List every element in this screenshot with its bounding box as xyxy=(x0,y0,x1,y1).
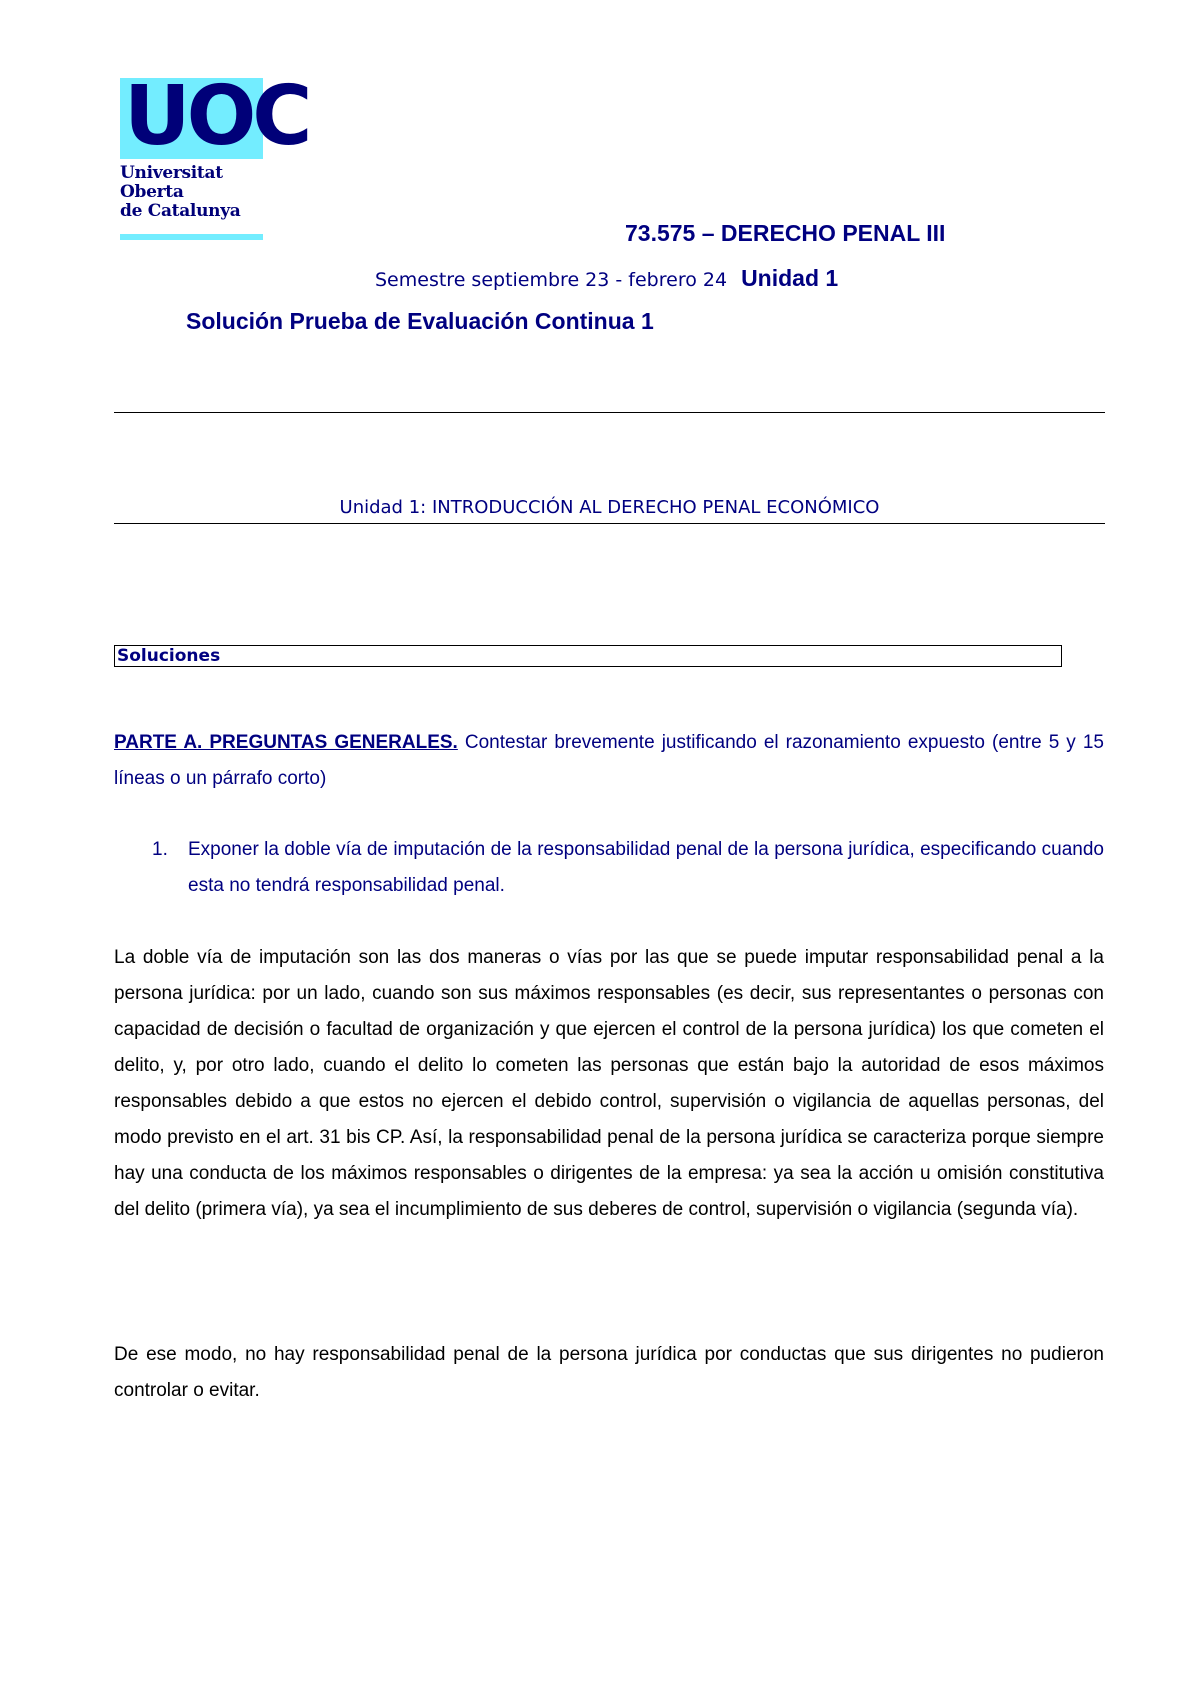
solutions-section-box xyxy=(114,645,1062,667)
question-text: Exponer la doble vía de imputación de la responsabilidad penal de la persona jurídica, especificando cuando esta no tendrá responsabilidad penal. xyxy=(188,839,1104,896)
divider-top xyxy=(114,412,1105,413)
semester-line xyxy=(375,265,838,292)
logo-mark-box xyxy=(120,69,309,164)
logo-underline xyxy=(120,234,263,240)
parte-a-instructions xyxy=(114,725,1104,797)
unit-label: Unidad 1 xyxy=(741,265,839,291)
unit-heading: Unidad 1: INTRODUCCIÓN AL DERECHO PENAL ECONÓMICO xyxy=(339,497,880,518)
semester-text: Semestre septiembre 23 - febrero 24 xyxy=(375,269,728,291)
logo-mark: UOC xyxy=(124,69,309,164)
logo-name xyxy=(120,164,280,221)
course-title: 73.575 – DERECHO PENAL III xyxy=(625,220,946,246)
answer-paragraph-2: De ese modo, no hay responsabilidad penal de la persona jurídica por conductas que sus dirigentes no pudieron controlar o evitar. xyxy=(114,1344,1104,1401)
logo-name-line: de Catalunya xyxy=(120,201,241,221)
answer-paragraph-1: La doble vía de imputación son las dos maneras o vías por las que se puede imputar responsabilidad penal a la persona jurídica: por un lado, cuando son sus máximos responsables (es decir, sus representantes o personas con capacidad de decisión o facultad de organización y que ejercen el control de la persona jurídica) los que cometen el delito, y, por otro lado, cuando el delito lo cometen las personas que están bajo la autoridad de esos máximos responsables debido a que estos no ejercen el debido control, supervisión o vigilancia de aquellas personas, del modo previsto en el art. 31 bis CP. Así, la responsabilidad penal de la persona jurídica se caracteriza porque siempre hay una conducta de los máximos responsables o dirigentes de la empresa: ya sea la acción u omisión constitutiva del delito (primera vía), ya sea el incumplimiento de sus deberes de control, supervisión o vigilancia (segunda vía). xyxy=(114,947,1104,1220)
logo-name-line: Universitat xyxy=(120,163,223,183)
uoc-logo xyxy=(120,69,309,242)
divider-under-heading xyxy=(114,523,1105,524)
parte-a-text: Contestar brevemente justificando el razonamiento expuesto (entre 5 y 15 líneas o un párrafo corto) xyxy=(114,732,1104,789)
solutions-label: Soluciones xyxy=(117,646,221,666)
question-number: 1. xyxy=(152,839,168,860)
logo-name-line: Oberta xyxy=(120,182,184,202)
solution-title: Solución Prueba de Evaluación Continua 1 xyxy=(186,308,654,334)
parte-a-lead: PARTE A. PREGUNTAS GENERALES. xyxy=(114,732,458,753)
